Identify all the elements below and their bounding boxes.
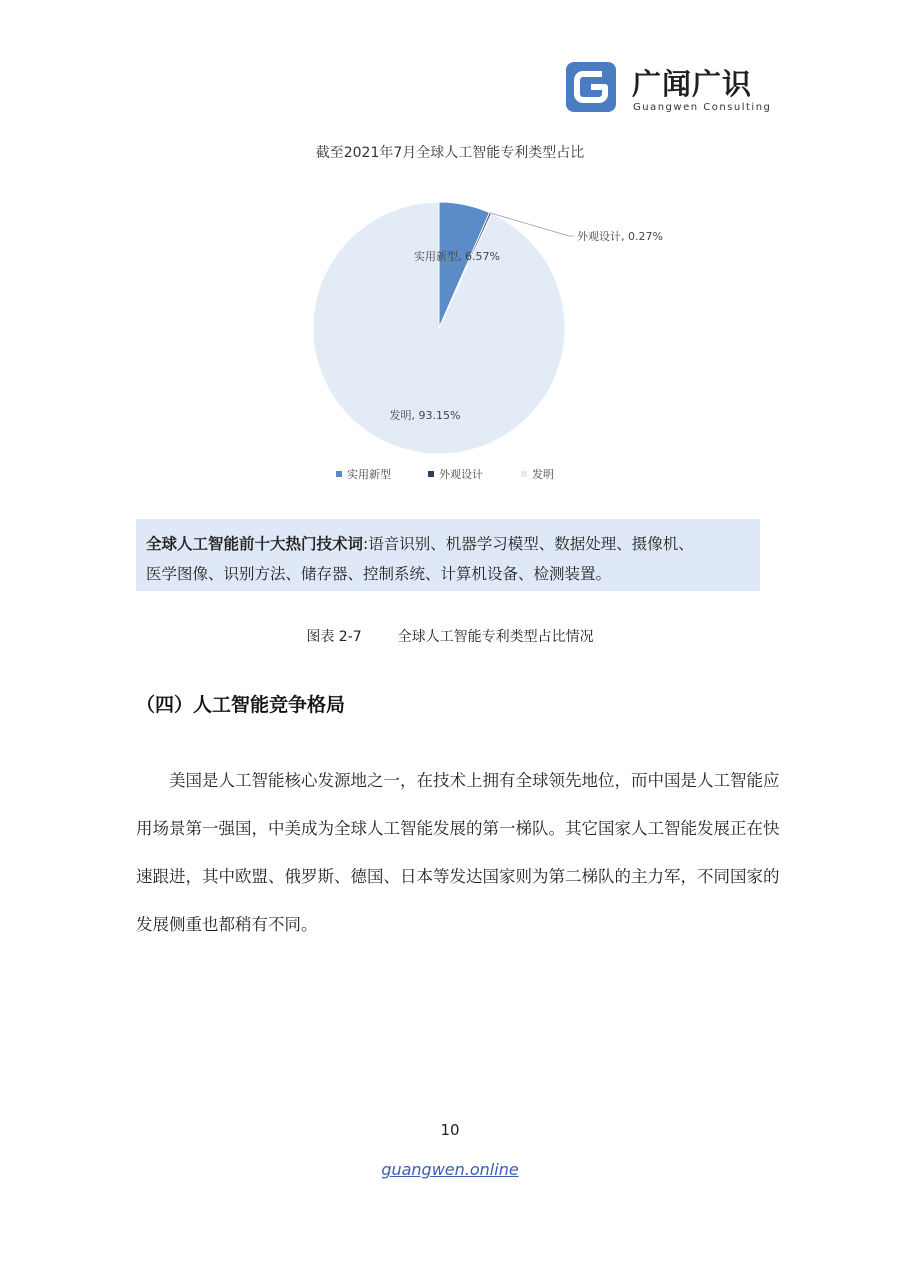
legend-swatch-utility [336, 471, 342, 477]
legend-item-invention [521, 466, 554, 482]
logo-subtitle: Guangwen Consulting [633, 102, 772, 113]
keywords-line-1: 语音识别、机器学习模型、数据处理、摄像机、 [368, 535, 694, 553]
footer-link[interactable]: guangwen.online [381, 1160, 519, 1179]
pie-chart [0, 180, 900, 460]
legend-label-design: 外观设计 [439, 468, 483, 481]
chart-title: 截至2021年7月全球人工智能专利类型占比 [315, 145, 585, 161]
body-paragraph: 美国是人工智能核心发源地之一，在技术上拥有全球领先地位，而中国是人工智能应用场景第一强国，中美成为全球人工智能发展的第一梯队。其它国家人工智能发展正在快速跟进，其中欧盟、俄罗斯、德国、日本等发达国家则为第二梯队的主力军，不同国家的发展侧重也都稍有不同。 [136, 771, 780, 934]
figure-caption [0, 626, 900, 646]
section-heading: （四）人工智能竞争格局 [136, 694, 346, 716]
data-label-utility: 实用新型, 6.57% [414, 250, 500, 263]
logo-name: 广闻广识 [632, 67, 753, 101]
legend-label-invention: 发明 [532, 468, 554, 481]
chart-legend [0, 466, 900, 484]
figure-number: 图表 2-7 [306, 629, 362, 645]
logo-mark-icon [566, 62, 616, 112]
legend-swatch-design [428, 471, 434, 477]
legend-item-utility [336, 466, 391, 482]
keywords-title: 全球人工智能前十大热门技术词 [146, 535, 364, 553]
legend-label-utility: 实用新型 [347, 468, 391, 481]
keywords-box [136, 519, 760, 591]
data-label-invention: 发明, 93.15% [389, 409, 461, 422]
page-number: 10 [440, 1121, 460, 1139]
brand-logo [566, 62, 772, 118]
data-label-design: 外观设计, 0.27% [577, 230, 663, 243]
figure-caption-text: 全球人工智能专利类型占比情况 [397, 629, 594, 645]
legend-item-design [428, 466, 483, 482]
legend-swatch-invention [521, 471, 527, 477]
keywords-line-2: 医学图像、识别方法、储存器、控制系统、计算机设备、检测装置。 [146, 565, 612, 583]
keywords-separator: : [363, 535, 369, 553]
